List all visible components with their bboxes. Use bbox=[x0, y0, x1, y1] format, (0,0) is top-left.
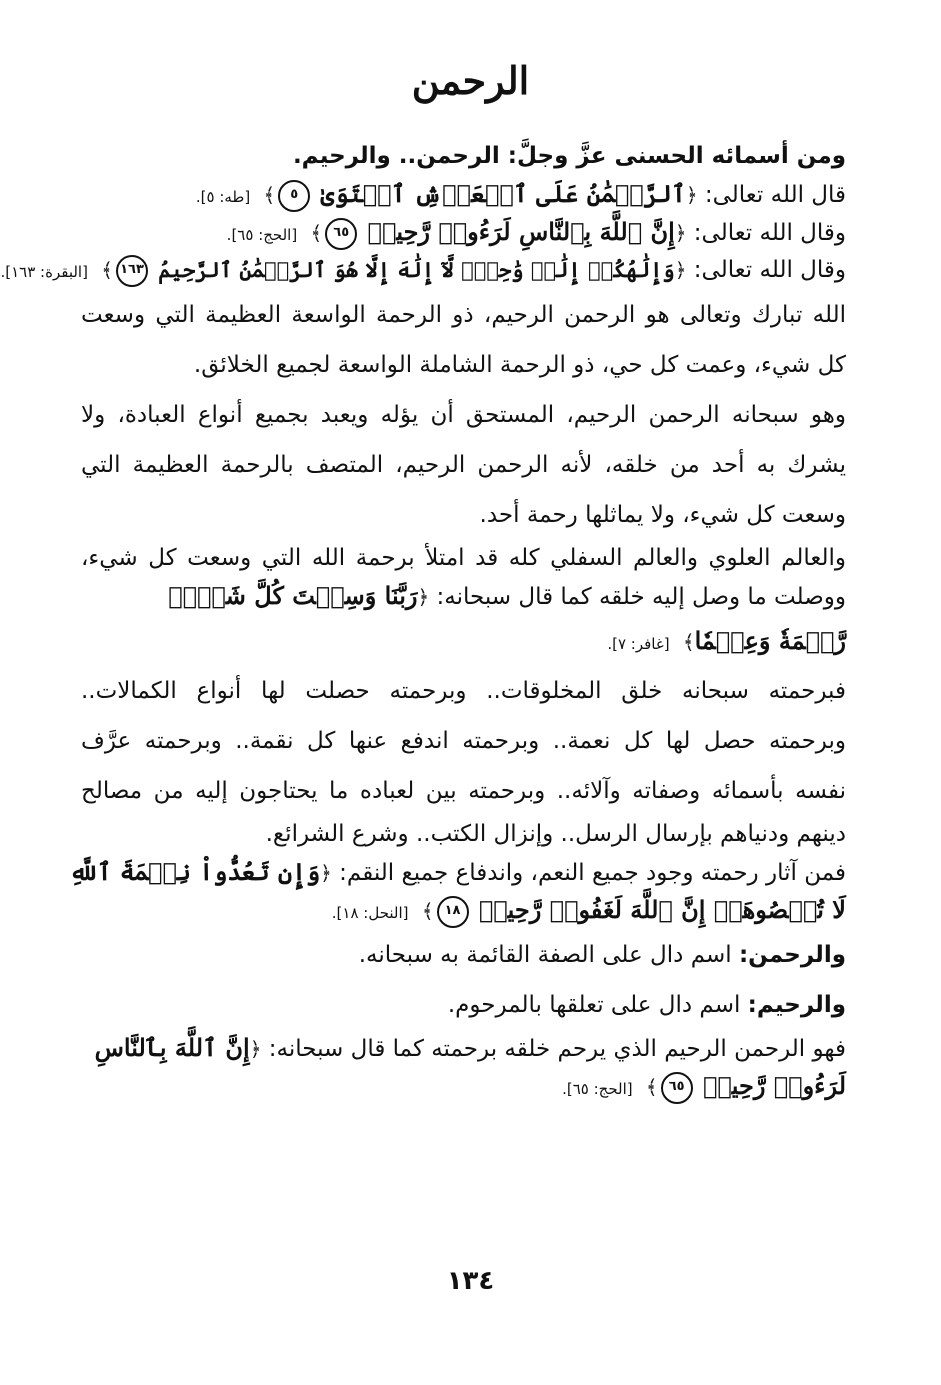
paragraph-line: وسعت كل شيء، ولا يماثلها رحمة أحد. bbox=[479, 502, 846, 528]
verse-reference: [غافر: ٧]. bbox=[607, 635, 670, 653]
paragraph-line-with-verse: فهو الرحمن الرحيم الذي يرحم خلقه برحمته كما قال سبحانه: ﴿إِنَّ ٱللَّهَ بِٱلنَّاسِ bbox=[94, 1033, 846, 1062]
paragraph-line: يشرك به أحد من خلقه، لأنه الرحمن الرحيم، المتصف بالرحمة العظيمة التي bbox=[81, 452, 846, 478]
intro-line: ومن أسمائه الحسنى عزَّ وجلَّ: الرحمن.. والرحيم. bbox=[292, 143, 846, 169]
verse-line-hajj: وقال الله تعالى: ﴿إِنَّ ٱللَّهَ بِٱلنَّاسِ لَرَءُوفٞ رَّحِيمٞ ٦٥﴾ [الحج: ٦٥]. bbox=[81, 214, 846, 252]
definition-rahim: والرحيم: اسم دال على تعلقها بالمرحوم. bbox=[447, 992, 846, 1018]
page-number: ١٣٤ bbox=[446, 1266, 495, 1296]
paragraph-line: وهو سبحانه الرحمن الرحيم، المستحق أن يؤله ويعبد بجميع أنواع العبادة، ولا bbox=[81, 402, 846, 428]
quran-verse: ٱلرَّحۡمَٰنُ عَلَى ٱلۡعَرۡشِ ٱسۡتَوَىٰ bbox=[320, 179, 686, 208]
ayah-number-marker: ٦٥ bbox=[325, 218, 357, 250]
page-title: الرحمن bbox=[411, 58, 530, 103]
paragraph-line: الله تبارك وتعالى هو الرحمن الرحيم، ذو الرحمة الواسعة العظيمة التي وسعت bbox=[81, 302, 846, 328]
paragraph-line: وبرحمته حصل لها كل نعمة.. وبرحمته اندفع عنها كل نقمة.. وبرحمته عرَّف bbox=[81, 728, 846, 754]
paragraph-line: كل شيء، وعمت كل حي، ذو الرحمة الشاملة الواسعة لجميع الخلائق. bbox=[193, 352, 846, 378]
paragraph-line: فبرحمته سبحانه خلق المخلوقات.. وبرحمته حصلت لها أنواع الكمالات.. bbox=[81, 678, 846, 704]
quran-verse: رَبَّنَا وَسِعۡتَ كُلَّ شَيۡءٖ bbox=[168, 581, 418, 610]
verse-reference: [البقرة: ١٦٣]. bbox=[0, 263, 88, 281]
paragraph-line-with-verse: ووصلت ما وصل إليه خلقه كما قال سبحانه: ﴿رَبَّنَا وَسِعۡتَ كُلَّ شَيۡءٖ bbox=[168, 581, 846, 610]
verse-line-baqara: وقال الله تعالى: ﴿وَإِلَٰهُكُمۡ إِلَٰهٞ وَٰحِدٞۖ لَّآ إِلَٰهَ إِلَّا هُوَ ٱلرَّحۡمَٰنُ ٱلرَّحِيمُ ١٦٣﴾ [البقرة: ١٦٣]. bbox=[81, 252, 846, 290]
verse-reference: [طه: ٥]. bbox=[195, 188, 251, 206]
ayah-number-marker: ١٨ bbox=[437, 896, 469, 928]
verse-reference: [النحل: ١٨]. bbox=[331, 904, 409, 922]
ayah-number-marker: ٥ bbox=[278, 180, 310, 212]
ayah-number-marker: ٦٥ bbox=[661, 1072, 693, 1104]
quran-verse: لَرَءُوفٞ رَّحِيمٞ bbox=[702, 1071, 846, 1100]
verse-continuation: لَا تُحۡصُوهَآۗ إِنَّ ٱللَّهَ لَغَفُورٞ رَّحِيمٞ ١٨﴾ [النحل: ١٨]. bbox=[81, 892, 846, 930]
verse-continuation: لَرَءُوفٞ رَّحِيمٞ ٦٥﴾ [الحج: ٦٥]. bbox=[81, 1068, 846, 1106]
verse-reference: [الحج: ٦٥]. bbox=[562, 1080, 633, 1098]
paragraph-line: والعالم العلوي والعالم السفلي كله قد امتلأ برحمة الله التي وسعت كل شيء، bbox=[81, 545, 846, 571]
quran-verse: وَإِن تَعُدُّواْ نِعۡمَةَ ٱللَّهِ bbox=[69, 857, 321, 886]
quran-verse: وَإِلَٰهُكُمۡ إِلَٰهٞ وَٰحِدٞۖ لَّآ إِلَٰهَ إِلَّا هُوَ ٱلرَّحۡمَٰنُ ٱلرَّحِيمُ bbox=[158, 257, 675, 282]
verse-line-taha: قال الله تعالى: ﴿ٱلرَّحۡمَٰنُ عَلَى ٱلۡعَرۡشِ ٱسۡتَوَىٰ ٥﴾ [طه: ٥]. bbox=[81, 176, 846, 214]
ayah-number-marker: ١٦٣ bbox=[116, 255, 148, 287]
page-body bbox=[0, 138, 846, 1106]
quran-verse: رَّحۡمَةٗ وَعِلۡمٗا bbox=[694, 626, 846, 655]
quran-verse: إِنَّ ٱللَّهَ بِٱلنَّاسِ bbox=[94, 1033, 250, 1062]
quran-verse: لَا تُحۡصُوهَآۗ إِنَّ ٱللَّهَ لَغَفُورٞ رَّحِيمٞ bbox=[478, 895, 846, 924]
definition-rahman: والرحمن: اسم دال على الصفة القائمة به سبحانه. bbox=[358, 942, 846, 968]
verse-continuation: رَّحۡمَةٗ وَعِلۡمٗا﴾ [غافر: ٧]. bbox=[607, 626, 846, 655]
verse-reference: [الحج: ٦٥]. bbox=[226, 226, 298, 244]
quran-verse: إِنَّ ٱللَّهَ بِٱلنَّاسِ لَرَءُوفٞ رَّحِيمٞ bbox=[367, 217, 675, 246]
paragraph-line-with-verse: فمن آثار رحمته وجود جميع النعم، واندفاع جميع النقم: ﴿وَإِن تَعُدُّواْ نِعۡمَةَ ٱللَّهِ bbox=[69, 857, 846, 886]
paragraph-line: دينهم ودنياهم بإرسال الرسل.. وإنزال الكتب.. وشرع الشرائع. bbox=[265, 821, 846, 847]
paragraph-line: نفسه بأسمائه وصفاته وآلائه.. وبرحمته بين لعباده ما يحتاجون إليه من مصالح bbox=[81, 778, 846, 804]
